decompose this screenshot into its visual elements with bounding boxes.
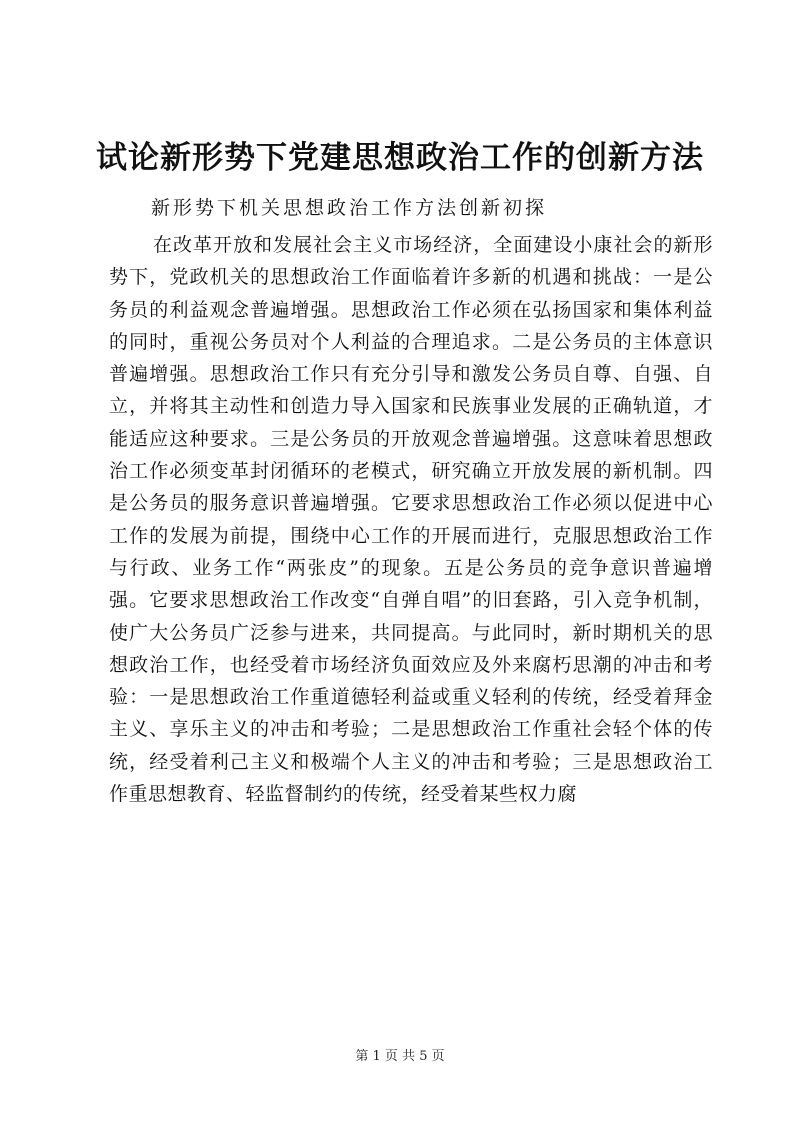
document-title: 试论新形势下党建思想政治工作的创新方法 bbox=[96, 140, 704, 176]
body-paragraph: 在改革开放和发展社会主义市场经济，全面建设小康社会的新形势下，党政机关的思想政治工作面临着许多新的机遇和挑战：一是公务员的利益观念普遍增强。思想政治工作必须在弘扬国家和集体利益的同时，重视公务员对个人利益的合理追求。二是公务员的主体意识普遍增强。思想政治工作只有充分引导和激发公务员自尊、自强、自立，并将其主动性和创造力导入国家和民族事业发展的正确轨道，才能适应这种要求。三是公务员的开放观念普遍增强。这意味着思想政治工作必须变革封闭循环的老模式，研究确立开放发展的新机制。四是公务员的服务意识普遍增强。它要求思想政治工作必须以促进中心工作的发展为前提，围绕中心工作的开展而进行，克服思想政治工作与行政、业务工作“两张皮”的现象。五是公务员的竞争意识普遍增强。它要求思想政治工作改变“自弹自唱”的旧套路，引入竞争机制，使广大公务员广泛参与进来，共同提高。与此同时，新时期机关的思想政治工作，也经受着市场经济负面效应及外来腐朽思潮的冲击和考验：一是思想政治工作重道德轻利益或重义轻利的传统，经受着拜金主义、享乐主义的冲击和考验；二是思想政治工作重社会轻个体的传统，经受着利己主义和极端个人主义的冲击和考验；三是思想政治工作重思想教育、轻监督制约的传统，经受着某些权力腐 bbox=[109, 234, 713, 806]
document-subtitle: 新形势下机关思想政治工作方法创新初探 bbox=[151, 197, 548, 219]
page-number-footer: 第 1 页 共 5 页 bbox=[355, 1049, 445, 1064]
